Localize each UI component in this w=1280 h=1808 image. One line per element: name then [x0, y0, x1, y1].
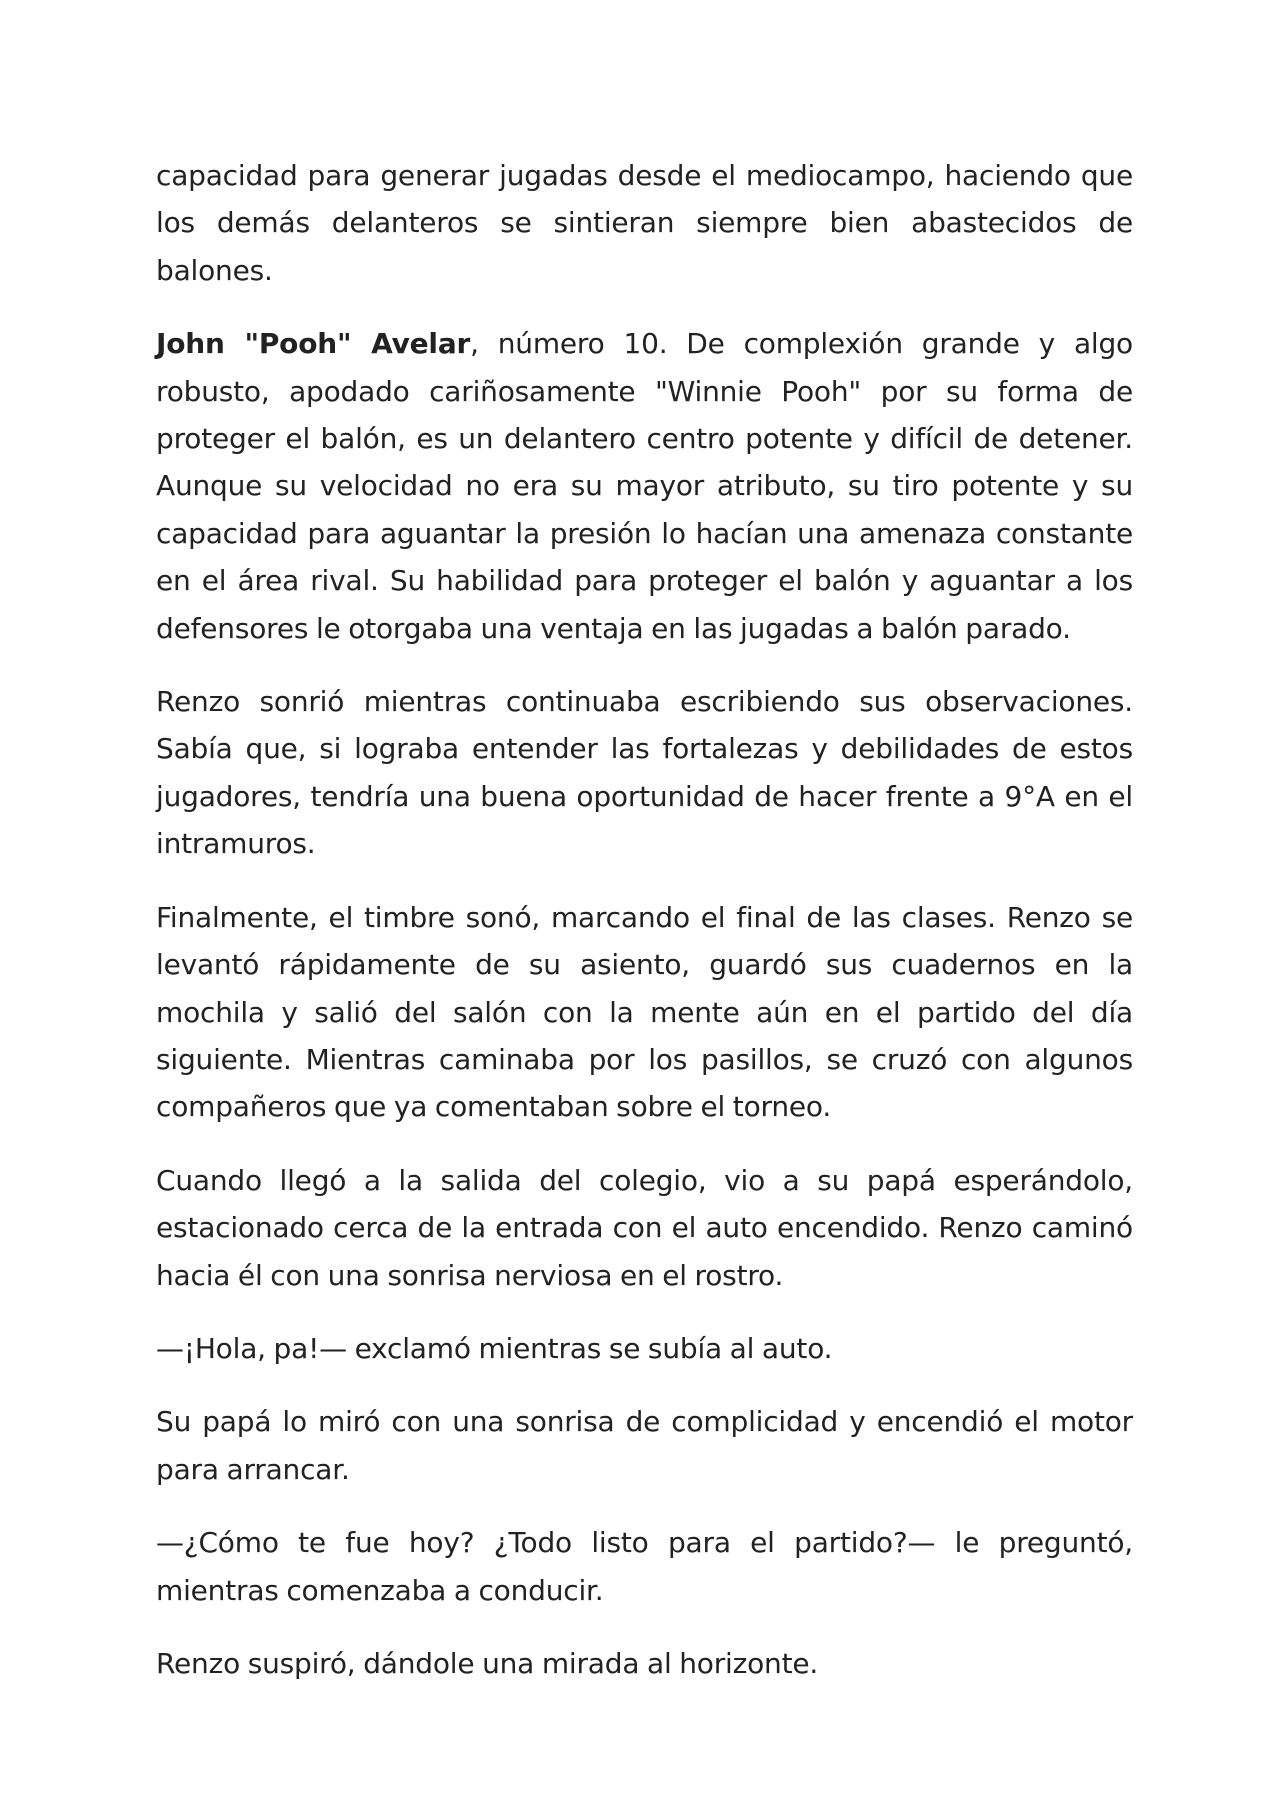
- paragraph-7: [156, 1398, 1133, 1493]
- paragraph-text: Renzo suspiró, dándole una mirada al horizonte.: [156, 1646, 819, 1680]
- paragraph-text: Renzo sonrió mientras continuaba escribiendo sus observaciones. Sabía que, si lograba entender las fortalezas y debilidades de estos jugadores, tendría una buena oportunidad de hacer frente a 9°A en el intramuros.: [156, 685, 1133, 861]
- paragraph-text: Su papá lo miró con una sonrisa de complicidad y encendió el motor para arrancar.: [156, 1405, 1133, 1486]
- document-page: [156, 152, 1133, 1713]
- paragraph-4: [156, 894, 1133, 1131]
- paragraph-1: [156, 152, 1133, 294]
- player-name: John "Pooh" Avelar: [156, 327, 471, 361]
- paragraph-2: [156, 320, 1133, 652]
- paragraph-9: [156, 1640, 1133, 1687]
- paragraph-8: [156, 1519, 1133, 1614]
- paragraph-text: Cuando llegó a la salida del colegio, vio a su papá esperándolo, estacionado cerca de la entrada con el auto encendido. Renzo caminó hacia él con una sonrisa nerviosa en el rostro.: [156, 1163, 1133, 1292]
- paragraph-text: —¿Cómo te fue hoy? ¿Todo listo para el partido?— le preguntó, mientras comenzaba a conducir.: [156, 1526, 1133, 1607]
- paragraph-text: —¡Hola, pa!— exclamó mientras se subía al auto.: [156, 1331, 833, 1365]
- paragraph-5: [156, 1157, 1133, 1299]
- paragraph-text: , número 10. De complexión grande y algo robusto, apodado cariñosamente "Winnie Pooh" por su forma de proteger el balón, es un delantero centro potente y difícil de detener. Aunque su velocidad no era su mayor atributo, su tiro potente y su capacidad para aguantar la presión lo hacían una amenaza constante en el área rival. Su habilidad para proteger el balón y aguantar a los defensores le otorgaba una ventaja en las jugadas a balón parado.: [156, 327, 1133, 645]
- paragraph-3: [156, 678, 1133, 868]
- paragraph-6: [156, 1325, 1133, 1372]
- paragraph-text: capacidad para generar jugadas desde el mediocampo, haciendo que los demás delanteros se sintieran siempre bien abastecidos de balones.: [156, 159, 1133, 287]
- paragraph-text: Finalmente, el timbre sonó, marcando el final de las clases. Renzo se levantó rápidamente de su asiento, guardó sus cuadernos en la mochila y salió del salón con la mente aún en el partido del día siguiente. Mientras caminaba por los pasillos, se cruzó con algunos compañeros que ya comentaban sobre el torneo.: [156, 900, 1133, 1124]
